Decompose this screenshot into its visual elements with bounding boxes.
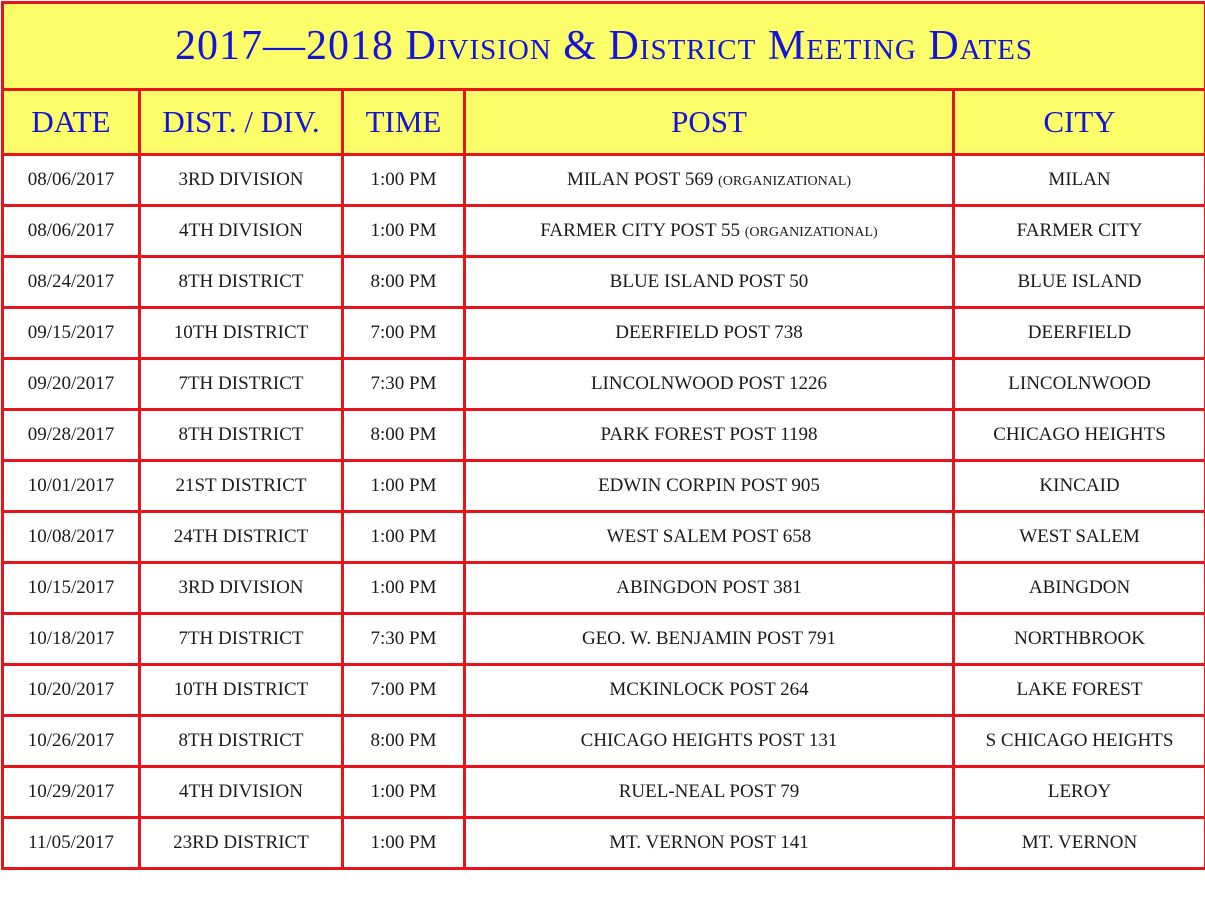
date-cell: 08/06/2017	[3, 206, 140, 257]
date-cell: 09/28/2017	[3, 410, 140, 461]
post-cell	[465, 716, 954, 767]
post-cell	[465, 563, 954, 614]
time-cell: 8:00 PM	[343, 257, 465, 308]
post-name: BLUE ISLAND POST 50	[610, 271, 809, 292]
city-cell: MILAN	[954, 155, 1205, 206]
city-cell: NORTHBROOK	[954, 614, 1205, 665]
post-name: LINCOLNWOOD POST 1226	[591, 373, 827, 394]
table-row	[3, 155, 1205, 206]
post-name: CHICAGO HEIGHTS POST 131	[581, 730, 838, 751]
table-row	[3, 461, 1205, 512]
table-row	[3, 206, 1205, 257]
district-division-cell: 8TH DISTRICT	[140, 410, 343, 461]
district-division-cell: 10TH DISTRICT	[140, 665, 343, 716]
post-cell	[465, 308, 954, 359]
date-cell: 10/15/2017	[3, 563, 140, 614]
city-cell: MT. VERNON	[954, 818, 1205, 869]
table-row	[3, 512, 1205, 563]
page-title: 2017—2018 Division & District Meeting Dates	[3, 3, 1205, 90]
post-name: PARK FOREST POST 1198	[601, 424, 818, 445]
time-cell: 7:00 PM	[343, 665, 465, 716]
post-cell	[465, 818, 954, 869]
district-division-cell: 8TH DISTRICT	[140, 716, 343, 767]
post-note: (ORGANIZATIONAL)	[745, 225, 878, 240]
district-division-cell: 24TH DISTRICT	[140, 512, 343, 563]
district-division-cell: 23RD DISTRICT	[140, 818, 343, 869]
table-row	[3, 308, 1205, 359]
city-cell: KINCAID	[954, 461, 1205, 512]
header-time: TIME	[343, 90, 465, 155]
date-cell: 10/01/2017	[3, 461, 140, 512]
post-name: RUEL-NEAL POST 79	[619, 781, 800, 802]
time-cell: 8:00 PM	[343, 410, 465, 461]
city-cell: FARMER CITY	[954, 206, 1205, 257]
district-division-cell: 21ST DISTRICT	[140, 461, 343, 512]
district-division-cell: 7TH DISTRICT	[140, 359, 343, 410]
post-cell	[465, 410, 954, 461]
post-cell	[465, 512, 954, 563]
time-cell: 7:30 PM	[343, 359, 465, 410]
district-division-cell: 7TH DISTRICT	[140, 614, 343, 665]
post-name: MILAN POST 569	[567, 169, 713, 190]
table-row	[3, 257, 1205, 308]
post-note: (ORGANIZATIONAL)	[718, 174, 851, 189]
district-division-cell: 4TH DIVISION	[140, 206, 343, 257]
date-cell: 09/20/2017	[3, 359, 140, 410]
meeting-dates-table	[1, 1, 1205, 870]
header-date: DATE	[3, 90, 140, 155]
time-cell: 7:30 PM	[343, 614, 465, 665]
time-cell: 1:00 PM	[343, 155, 465, 206]
time-cell: 1:00 PM	[343, 461, 465, 512]
post-cell	[465, 767, 954, 818]
district-division-cell: 10TH DISTRICT	[140, 308, 343, 359]
date-cell: 10/08/2017	[3, 512, 140, 563]
table-row	[3, 716, 1205, 767]
post-name: WEST SALEM POST 658	[607, 526, 812, 547]
district-division-cell: 3RD DIVISION	[140, 563, 343, 614]
city-cell: ABINGDON	[954, 563, 1205, 614]
date-cell: 10/26/2017	[3, 716, 140, 767]
district-division-cell: 4TH DIVISION	[140, 767, 343, 818]
time-cell: 1:00 PM	[343, 767, 465, 818]
post-cell	[465, 359, 954, 410]
date-cell: 08/06/2017	[3, 155, 140, 206]
meeting-dates-sheet	[0, 1, 1205, 907]
post-name: EDWIN CORPIN POST 905	[598, 475, 820, 496]
post-cell	[465, 461, 954, 512]
table-row	[3, 563, 1205, 614]
time-cell: 1:00 PM	[343, 818, 465, 869]
time-cell: 8:00 PM	[343, 716, 465, 767]
city-cell: BLUE ISLAND	[954, 257, 1205, 308]
column-header-row	[3, 90, 1205, 155]
table-row	[3, 614, 1205, 665]
time-cell: 1:00 PM	[343, 512, 465, 563]
post-cell	[465, 257, 954, 308]
table-row	[3, 818, 1205, 869]
time-cell: 1:00 PM	[343, 563, 465, 614]
time-cell: 1:00 PM	[343, 206, 465, 257]
date-cell: 09/15/2017	[3, 308, 140, 359]
header-district-division: DIST. / DIV.	[140, 90, 343, 155]
date-cell: 10/20/2017	[3, 665, 140, 716]
post-name: ABINGDON POST 381	[616, 577, 801, 598]
district-division-cell: 8TH DISTRICT	[140, 257, 343, 308]
post-name: MCKINLOCK POST 264	[609, 679, 808, 700]
date-cell: 08/24/2017	[3, 257, 140, 308]
header-post: POST	[465, 90, 954, 155]
table-row	[3, 410, 1205, 461]
date-cell: 10/18/2017	[3, 614, 140, 665]
city-cell: LINCOLNWOOD	[954, 359, 1205, 410]
post-name: DEERFIELD POST 738	[615, 322, 803, 343]
table-row	[3, 767, 1205, 818]
city-cell: LAKE FOREST	[954, 665, 1205, 716]
table-row	[3, 665, 1205, 716]
date-cell: 10/29/2017	[3, 767, 140, 818]
date-cell: 11/05/2017	[3, 818, 140, 869]
city-cell: WEST SALEM	[954, 512, 1205, 563]
post-name: MT. VERNON POST 141	[609, 832, 809, 853]
district-division-cell: 3RD DIVISION	[140, 155, 343, 206]
time-cell: 7:00 PM	[343, 308, 465, 359]
city-cell: DEERFIELD	[954, 308, 1205, 359]
city-cell: CHICAGO HEIGHTS	[954, 410, 1205, 461]
city-cell: S CHICAGO HEIGHTS	[954, 716, 1205, 767]
post-cell	[465, 665, 954, 716]
city-cell: LEROY	[954, 767, 1205, 818]
post-name: GEO. W. BENJAMIN POST 791	[582, 628, 836, 649]
post-cell	[465, 155, 954, 206]
post-cell	[465, 614, 954, 665]
table-row	[3, 359, 1205, 410]
post-name: FARMER CITY POST 55	[540, 220, 740, 241]
header-city: CITY	[954, 90, 1205, 155]
post-cell	[465, 206, 954, 257]
